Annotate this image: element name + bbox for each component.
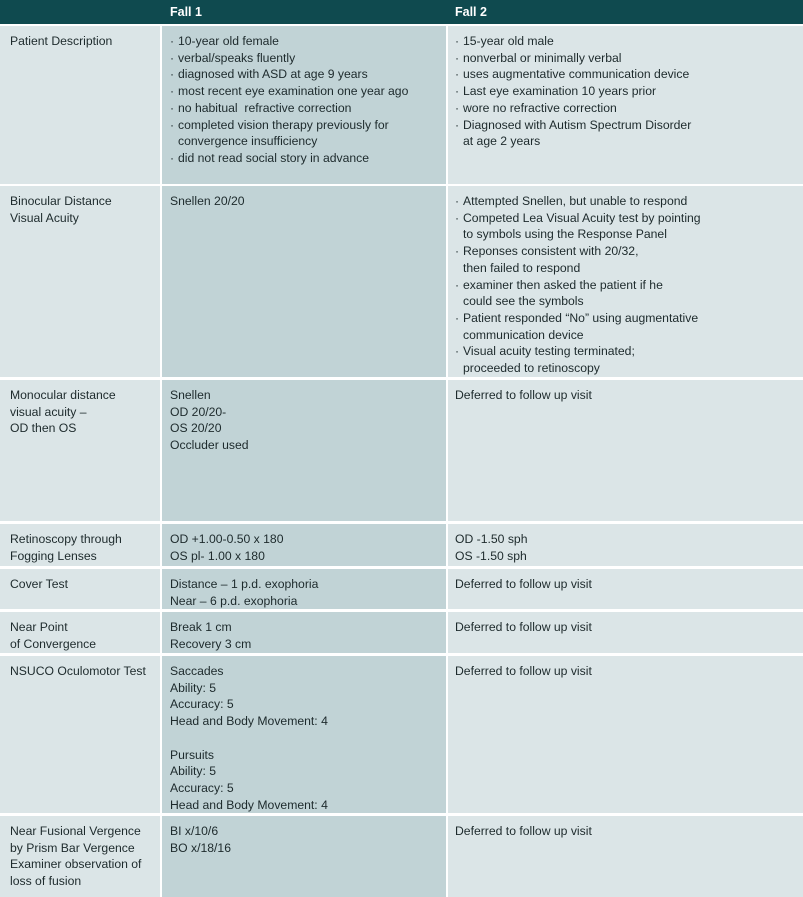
cell-line — [170, 730, 438, 747]
cell-line: Ability: 5 — [170, 764, 217, 779]
cell-line: Near Point — [10, 620, 68, 634]
bullet-item: · no habitual refractive correction — [170, 100, 438, 117]
bullet-item: · verbal/speaks fluently — [170, 50, 438, 67]
cell-line: Accuracy: 5 — [170, 697, 234, 712]
cell-line: Deferred to follow up visit — [455, 824, 592, 838]
bullet-item: · Competed Lea Visual Acuity test by pointing to symbols using the Response Panel — [455, 210, 795, 243]
bullet-item: · 10-year old female — [170, 33, 438, 50]
cell-line: Binocular Distance — [10, 194, 112, 208]
fall1-cell — [162, 569, 446, 609]
cell-line: loss of fusion — [10, 874, 82, 889]
bullet-item: · uses augmentative communication device — [455, 66, 795, 83]
cell-line: of Convergence — [10, 636, 97, 651]
fall1-cell — [162, 612, 446, 653]
fall1-cell — [162, 186, 446, 377]
cell-line: Head and Body Movement: 4 — [170, 714, 328, 729]
row-label — [0, 524, 160, 566]
table-row — [0, 186, 803, 377]
bullet-item: · examiner then asked the patient if he could see the symbols — [455, 277, 795, 310]
cell-line: OD -1.50 sph — [455, 532, 528, 546]
fall2-cell — [448, 656, 803, 813]
header-fall1: Fall 1 — [170, 5, 202, 19]
cell-line: Accuracy: 5 — [170, 780, 234, 795]
row-label — [0, 612, 160, 653]
cell-line: Snellen 20/20 — [170, 194, 245, 208]
row-label — [0, 656, 160, 813]
cell-line: Distance – 1 p.d. exophoria — [170, 577, 319, 591]
cell-line: OS 20/20 — [170, 421, 222, 436]
cell-line: Near Fusional Vergence — [10, 824, 141, 838]
fall2-cell — [448, 524, 803, 566]
cell-line: Patient Description — [10, 34, 113, 48]
bullet-item: · completed vision therapy previously for convergence insufficiency — [170, 117, 438, 150]
cell-line: BI x/10/6 — [170, 824, 219, 838]
cell-line: NSUCO Oculomotor Test — [10, 664, 146, 678]
fall2-cell — [448, 186, 803, 377]
fall1-cell — [162, 524, 446, 566]
table-header — [0, 0, 803, 24]
cell-line: Examiner observation of — [10, 857, 142, 872]
cell-line: visual acuity – — [10, 404, 87, 419]
cell-line: Retinoscopy through — [10, 532, 122, 546]
fall2-cell — [448, 26, 803, 184]
fall2-cell — [448, 380, 803, 521]
bullet-item: · wore no refractive correction — [455, 100, 795, 117]
table-row — [0, 816, 803, 897]
row-label — [0, 26, 160, 184]
row-label — [0, 816, 160, 897]
fall1-cell — [162, 380, 446, 521]
cell-line: OD 20/20- — [170, 404, 227, 419]
cell-line: Deferred to follow up visit — [455, 664, 592, 678]
bullet-item: · 15-year old male — [455, 33, 795, 50]
cell-line: Saccades — [170, 664, 224, 678]
bullet-item: · most recent eye examination one year ago — [170, 83, 438, 100]
bullet-item: · Diagnosed with Autism Spectrum Disorder at age 2 years — [455, 117, 795, 150]
cell-line: OS pl- 1.00 x 180 — [170, 548, 265, 563]
table-row — [0, 569, 803, 609]
fall2-cell — [448, 612, 803, 653]
bullet-item: · Last eye examination 10 years prior — [455, 83, 795, 100]
cell-line: Visual Acuity — [10, 210, 79, 225]
bullet-item: · Visual acuity testing terminated; proceeded to retinoscopy — [455, 343, 795, 376]
cell-line: Monocular distance — [10, 388, 116, 402]
table-row — [0, 26, 803, 184]
table-row — [0, 656, 803, 813]
row-label — [0, 186, 160, 377]
cell-line: OD then OS — [10, 421, 77, 436]
row-label — [0, 380, 160, 521]
fall2-cell — [448, 816, 803, 897]
cell-line: OS -1.50 sph — [455, 548, 527, 563]
cell-line: OD +1.00-0.50 x 180 — [170, 532, 284, 546]
cell-line: BO x/18/16 — [170, 840, 231, 855]
cell-line: Pursuits — [170, 747, 215, 762]
cell-line: by Prism Bar Vergence — [10, 840, 135, 855]
bullet-list — [455, 33, 795, 150]
fall1-cell — [162, 26, 446, 184]
cell-line: Fogging Lenses — [10, 548, 97, 563]
cell-line: Deferred to follow up visit — [455, 577, 592, 591]
table-row — [0, 524, 803, 566]
fall2-cell — [448, 569, 803, 609]
cell-line: Deferred to follow up visit — [455, 388, 592, 402]
bullet-item: · Attempted Snellen, but unable to respond — [455, 193, 795, 210]
bullet-list — [455, 193, 795, 377]
cell-line: Ability: 5 — [170, 680, 217, 695]
fall1-cell — [162, 656, 446, 813]
bullet-item: · Patient responded “No” using augmentative communication device — [455, 310, 795, 343]
header-fall2: Fall 2 — [455, 5, 487, 19]
bullet-item: · Reponses consistent with 20/32, then failed to respond — [455, 243, 795, 276]
cell-line: Deferred to follow up visit — [455, 620, 592, 634]
bullet-item: · diagnosed with ASD at age 9 years — [170, 66, 438, 83]
cell-line: Head and Body Movement: 4 — [170, 797, 328, 812]
bullet-list — [170, 33, 438, 167]
cell-line: Occluder used — [170, 438, 249, 453]
fall1-cell — [162, 816, 446, 897]
table-row — [0, 380, 803, 521]
row-label — [0, 569, 160, 609]
cell-line: Break 1 cm — [170, 620, 232, 634]
cell-line: Cover Test — [10, 577, 69, 591]
table-row — [0, 612, 803, 653]
bullet-item: · nonverbal or minimally verbal — [455, 50, 795, 67]
bullet-item: · did not read social story in advance — [170, 150, 438, 167]
cell-line: Near – 6 p.d. exophoria — [170, 593, 298, 608]
cell-line: Snellen — [170, 388, 211, 402]
cell-line: Recovery 3 cm — [170, 636, 252, 651]
